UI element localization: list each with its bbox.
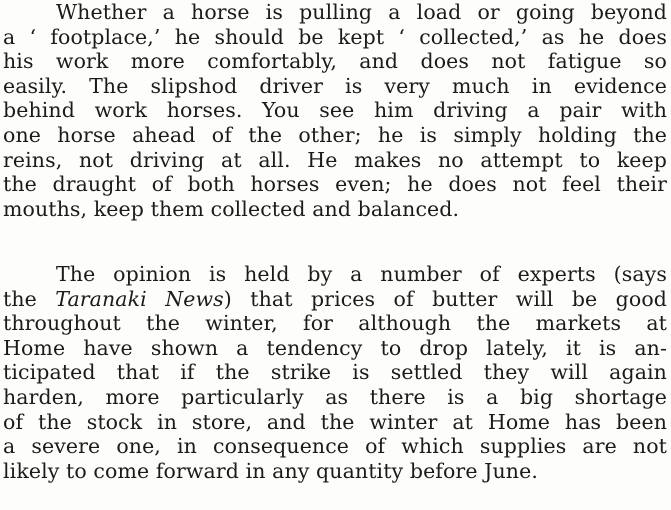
- text-line: Home have shown a tendency to drop lately, it is an-: [3, 335, 667, 360]
- newspaper-title: Taranaki News: [55, 286, 224, 311]
- text-line: a ‘ footplace,’ he should be kept ‘ collected,’ as he does: [3, 24, 667, 49]
- text-line: ticipated that if the strike is settled they will again: [3, 360, 667, 385]
- text-line: his work more comfortably, and does not fatigue so: [3, 49, 667, 74]
- text-line: of the stock in store, and the winter at Home has been: [3, 409, 667, 434]
- text-segment: the: [3, 286, 56, 311]
- text-line: behind work horses. You see him driving a pair with: [3, 98, 667, 123]
- text-line: the draught of both horses even; he does not feel their: [3, 172, 667, 197]
- text-line: mouths, keep them collected and balanced.: [3, 196, 460, 221]
- text-line: reins, not driving at all. He makes no attempt to keep: [3, 147, 667, 172]
- paragraph-horse-driving: [3, 0, 667, 221]
- text-line: one horse ahead of the other; he is simply holding the: [3, 122, 667, 147]
- text-line: The opinion is held by a number of experts (says: [56, 262, 667, 286]
- paragraph-butter-prices: [3, 262, 667, 483]
- text-line: throughout the winter, for although the markets at: [3, 311, 667, 336]
- text-line: a severe one, in consequence of which supplies are not: [3, 434, 667, 459]
- text-segment: ) that prices of butter will be good: [223, 286, 667, 311]
- text-line-with-italic: [3, 287, 667, 312]
- text-line: likely to come forward in any quantity before June.: [3, 458, 538, 483]
- text-line: Whether a horse is pulling a load or going beyond: [56, 0, 667, 24]
- text-line: easily. The slipshod driver is very much in evidence: [3, 73, 667, 98]
- text-line: harden, more particularly as there is a big shortage: [3, 384, 667, 409]
